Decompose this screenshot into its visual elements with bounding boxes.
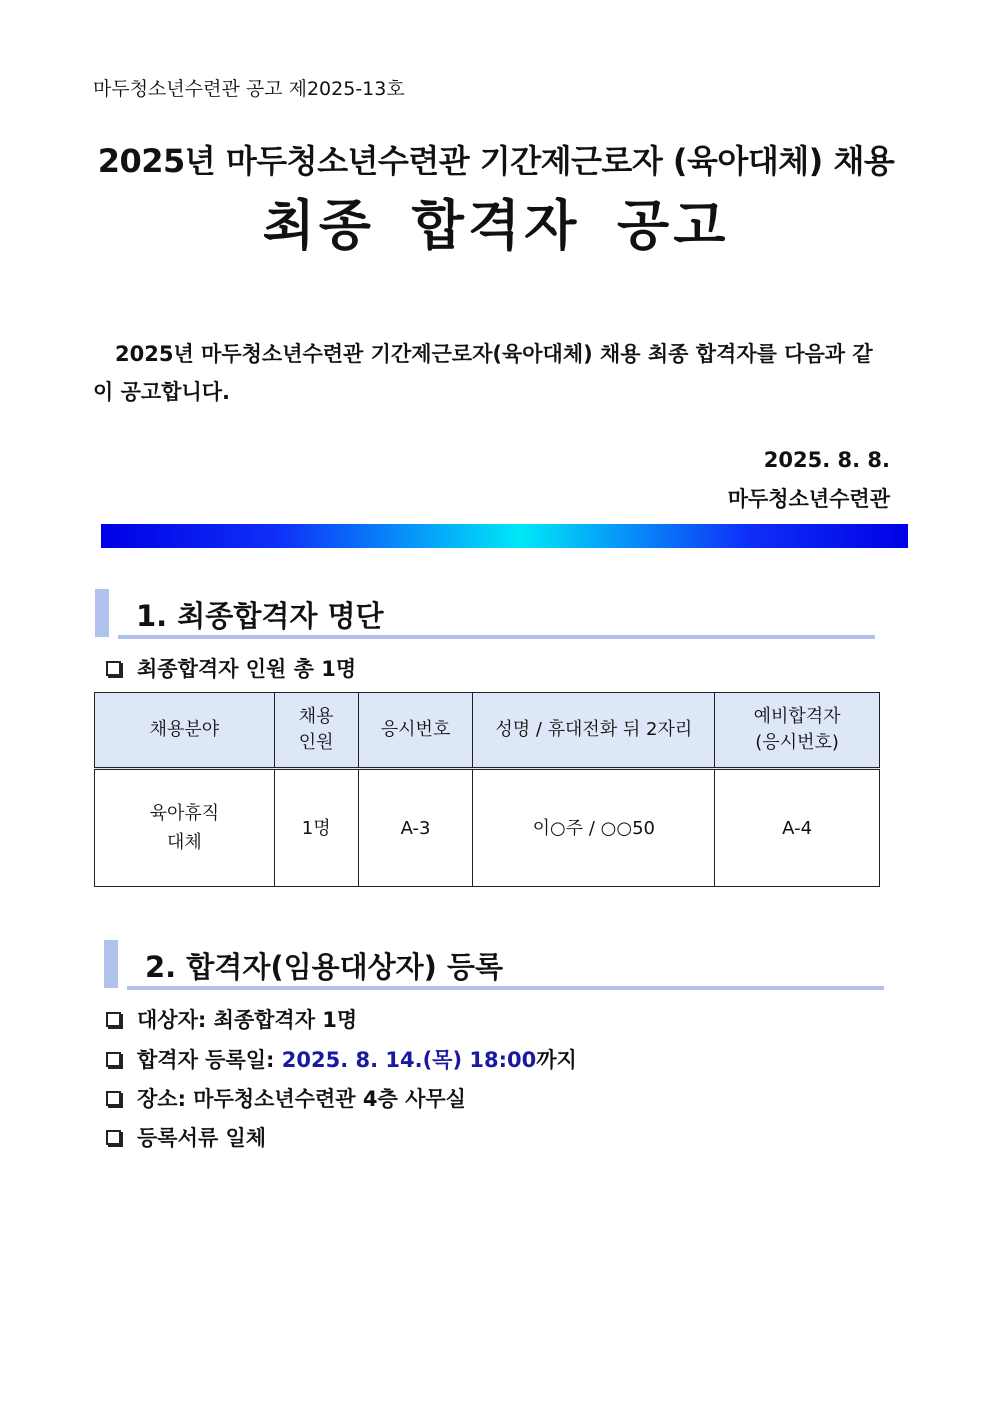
checkbox-bullet-icon	[106, 661, 121, 676]
section1-underline	[118, 635, 875, 639]
section1-bullet	[104, 653, 356, 683]
announcement-date: 2025. 8. 8.	[763, 448, 890, 472]
section2-underline	[127, 986, 884, 990]
cell-headcount: 1명	[274, 769, 358, 887]
section2-item	[104, 1004, 357, 1034]
cell-exam-number: A-3	[358, 769, 473, 887]
organization-name: 마두청소년수련관	[727, 487, 890, 511]
checkbox-bullet-icon	[106, 1091, 121, 1106]
header-exam-number: 응시번호	[358, 693, 473, 769]
cell-field: 육아휴직 대체	[95, 769, 275, 887]
cell-reserve: A-4	[715, 769, 880, 887]
title-line-1: 2025년 마두청소년수련관 기간제근로자 (육아대체) 채용	[97, 142, 895, 180]
registration-deadline: 2025. 8. 14.(목) 18:00	[281, 1048, 537, 1072]
header-headcount: 채용 인원	[274, 693, 358, 769]
table-header-row	[95, 693, 880, 769]
section1-title: 1. 최종합격자 명단	[136, 599, 384, 633]
header-reserve: 예비합격자 (응시번호)	[715, 693, 880, 769]
notice-number: 마두청소년수련관 공고 제2025-13호	[93, 78, 405, 100]
section2-item	[104, 1044, 577, 1074]
checkbox-bullet-icon	[106, 1130, 121, 1145]
header-field: 채용분야	[95, 693, 275, 769]
header-name-phone: 성명 / 휴대전화 뒤 2자리	[473, 693, 715, 769]
section2-item	[104, 1083, 466, 1113]
item-label: 등록서류 일체	[137, 1126, 267, 1150]
cell-name-phone: 이○주 / ○○50	[473, 769, 715, 887]
checkbox-bullet-icon	[106, 1012, 121, 1027]
intro-text: 2025년 마두청소년수련관 기간제근로자(육아대체) 채용 최종 합격자를 다음과 같이 공고합니다.	[93, 342, 873, 404]
section2-item	[104, 1122, 266, 1152]
item-label: 대상자: 최종합격자 1명	[137, 1008, 358, 1032]
section2-accent-bar	[104, 940, 118, 988]
title-line-2: 최종 합격자 공고	[262, 194, 730, 257]
section1-accent-bar	[95, 589, 109, 637]
item-suffix: 까지	[536, 1048, 577, 1072]
section2-title: 2. 합격자(임용대상자) 등록	[145, 950, 504, 984]
checkbox-bullet-icon	[106, 1052, 121, 1067]
result-table	[94, 692, 880, 887]
gradient-divider-banner	[101, 524, 908, 548]
table-row	[95, 769, 880, 887]
item-label: 장소: 마두청소년수련관 4층 사무실	[137, 1087, 466, 1111]
section1-bullet-text: 최종합격자 인원 총 1명	[137, 657, 357, 681]
item-label: 합격자 등록일:	[137, 1048, 282, 1072]
